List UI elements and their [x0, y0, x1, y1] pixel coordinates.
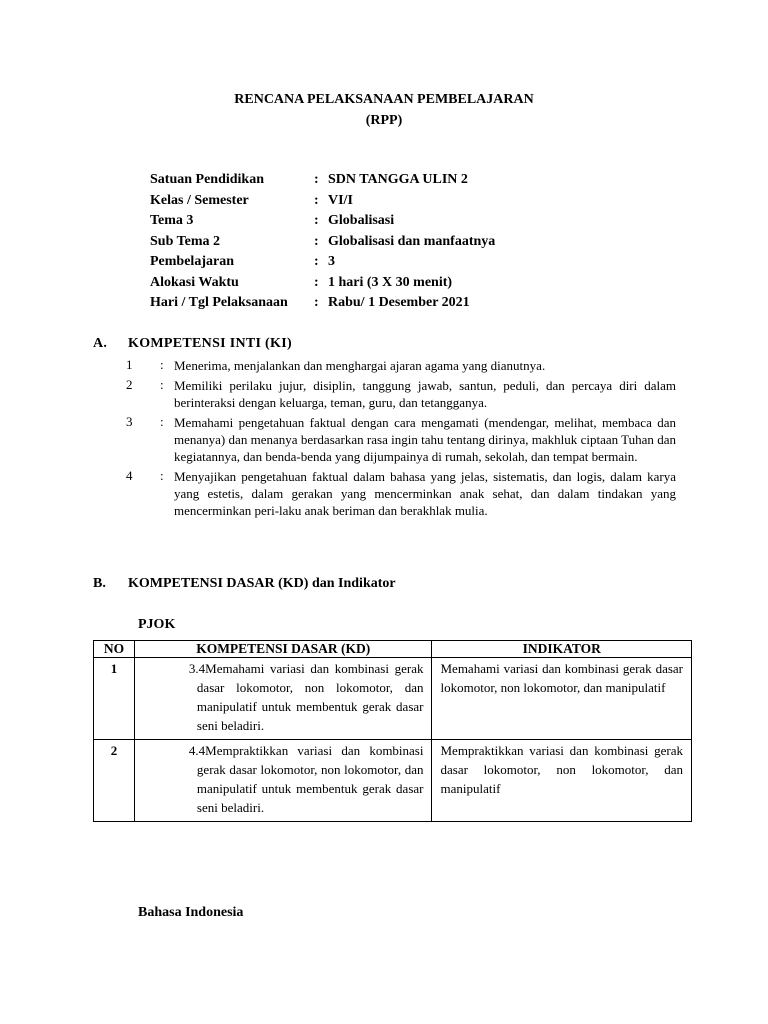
ki-number: 3 — [126, 414, 133, 429]
identity-value: VI/I — [328, 192, 353, 208]
identity-value: Rabu/ 1 Desember 2021 — [328, 295, 470, 310]
table-row — [94, 740, 692, 822]
ki-item — [126, 468, 676, 519]
identity-colon: : — [314, 213, 319, 228]
pjok-subject-label: PJOK — [138, 617, 176, 632]
section-a-title: KOMPETENSI INTI (KI) — [128, 336, 292, 351]
kd-cell — [134, 740, 432, 822]
ki-colon: : — [160, 468, 164, 483]
ki-colon: : — [160, 357, 164, 372]
identity-label: Alokasi Waktu — [150, 274, 239, 290]
section-b-title: KOMPETENSI DASAR (KD) dan Indikator — [128, 576, 396, 591]
ki-text: Memiliki perilaku jujur, disiplin, tanggung jawab, santun, peduli, dan percaya diri dalam berinteraksi dengan keluarga, teman, guru, dan tetangganya. — [174, 378, 676, 410]
identity-label: Hari / Tgl Pelaksanaan — [150, 295, 288, 310]
identity-value: SDN TANGGA ULIN 2 — [328, 172, 468, 187]
section-b-letter: B. — [93, 576, 106, 591]
table-row — [94, 658, 692, 740]
identity-colon: : — [314, 254, 319, 269]
ki-text: Menerima, menjalankan dan menghargai ajaran agama yang dianutnya. — [174, 358, 546, 373]
header-no: NO — [94, 641, 135, 658]
identity-label: Pembelajaran — [150, 254, 234, 269]
ki-item — [126, 357, 676, 374]
header-kd: KOMPETENSI DASAR (KD) — [134, 641, 432, 658]
bahasa-indonesia-subject-label: Bahasa Indonesia — [138, 905, 244, 920]
row-number: 2 — [94, 740, 135, 822]
indikator-cell: Memahami variasi dan kombinasi gerak dasar lokomotor, non lokomotor, dan manipulatif — [432, 658, 692, 740]
ki-colon: : — [160, 414, 164, 429]
kd-text: 3.4Memahami variasi dan kombinasi gerak dasar lokomotor, non lokomotor, dan manipulatif untuk membentuk gerak dasar seni beladiri. — [188, 661, 424, 733]
ki-number: 4 — [126, 468, 133, 483]
identity-label: Kelas / Semester — [150, 192, 249, 208]
identity-colon: : — [314, 192, 319, 208]
ki-list — [126, 357, 676, 522]
ki-item — [126, 377, 676, 411]
header-indikator: INDIKATOR — [432, 641, 692, 658]
kd-table — [93, 640, 692, 822]
identity-value: Globalisasi — [328, 213, 395, 228]
identity-colon: : — [314, 233, 319, 249]
identity-label: Satuan Pendidikan — [150, 172, 264, 187]
document-subtitle: (RPP) — [365, 113, 403, 128]
identity-value: 1 hari (3 X 30 menit) — [328, 274, 453, 290]
identity-label: Tema 3 — [150, 213, 194, 228]
ki-number: 1 — [126, 357, 133, 372]
kd-table-header-row — [94, 641, 692, 658]
ki-colon: : — [160, 377, 164, 392]
identity-colon: : — [314, 295, 319, 310]
kd-text: 4.4Mempraktikkan variasi dan kombinasi gerak dasar lokomotor, non lokomotor, dan manipulatif untuk membentuk gerak dasar seni beladiri. — [188, 743, 424, 815]
ki-text: Memahami pengetahuan faktual dengan cara mengamati (mendengar, melihat, membaca dan menanya) dan menanya berdasarkan rasa ingin tahu tentang dirinya, makhluk ciptaan Tuhan dan kegiatannya, dan benda-benda yang dijumpainya di rumah, sekolah, dan tempat bermain. — [174, 415, 676, 464]
ki-item — [126, 414, 676, 465]
identity-value: 3 — [328, 254, 335, 269]
identity-label: Sub Tema 2 — [150, 233, 221, 249]
document-title: RENCANA PELAKSANAAN PEMBELAJARAN — [234, 92, 534, 107]
ki-text: Menyajikan pengetahuan faktual dalam bahasa yang jelas, sistematis, dan logis, dalam karya yang estetis, dalam gerakan yang mencerminkan anak sehat, dan dalam tindakan yang mencerminkan peri-laku anak beriman dan berakhlak mulia. — [174, 469, 676, 518]
identity-colon: : — [314, 172, 319, 187]
indikator-cell: Mempraktikkan variasi dan kombinasi gerak dasar lokomotor, non lokomotor, dan manipulatif — [432, 740, 692, 822]
identity-colon: : — [314, 274, 319, 290]
row-number: 1 — [94, 658, 135, 740]
identity-value: Globalisasi dan manfaatnya — [328, 233, 496, 249]
kd-cell — [134, 658, 432, 740]
ki-number: 2 — [126, 377, 133, 392]
section-a-letter: A. — [93, 336, 108, 351]
